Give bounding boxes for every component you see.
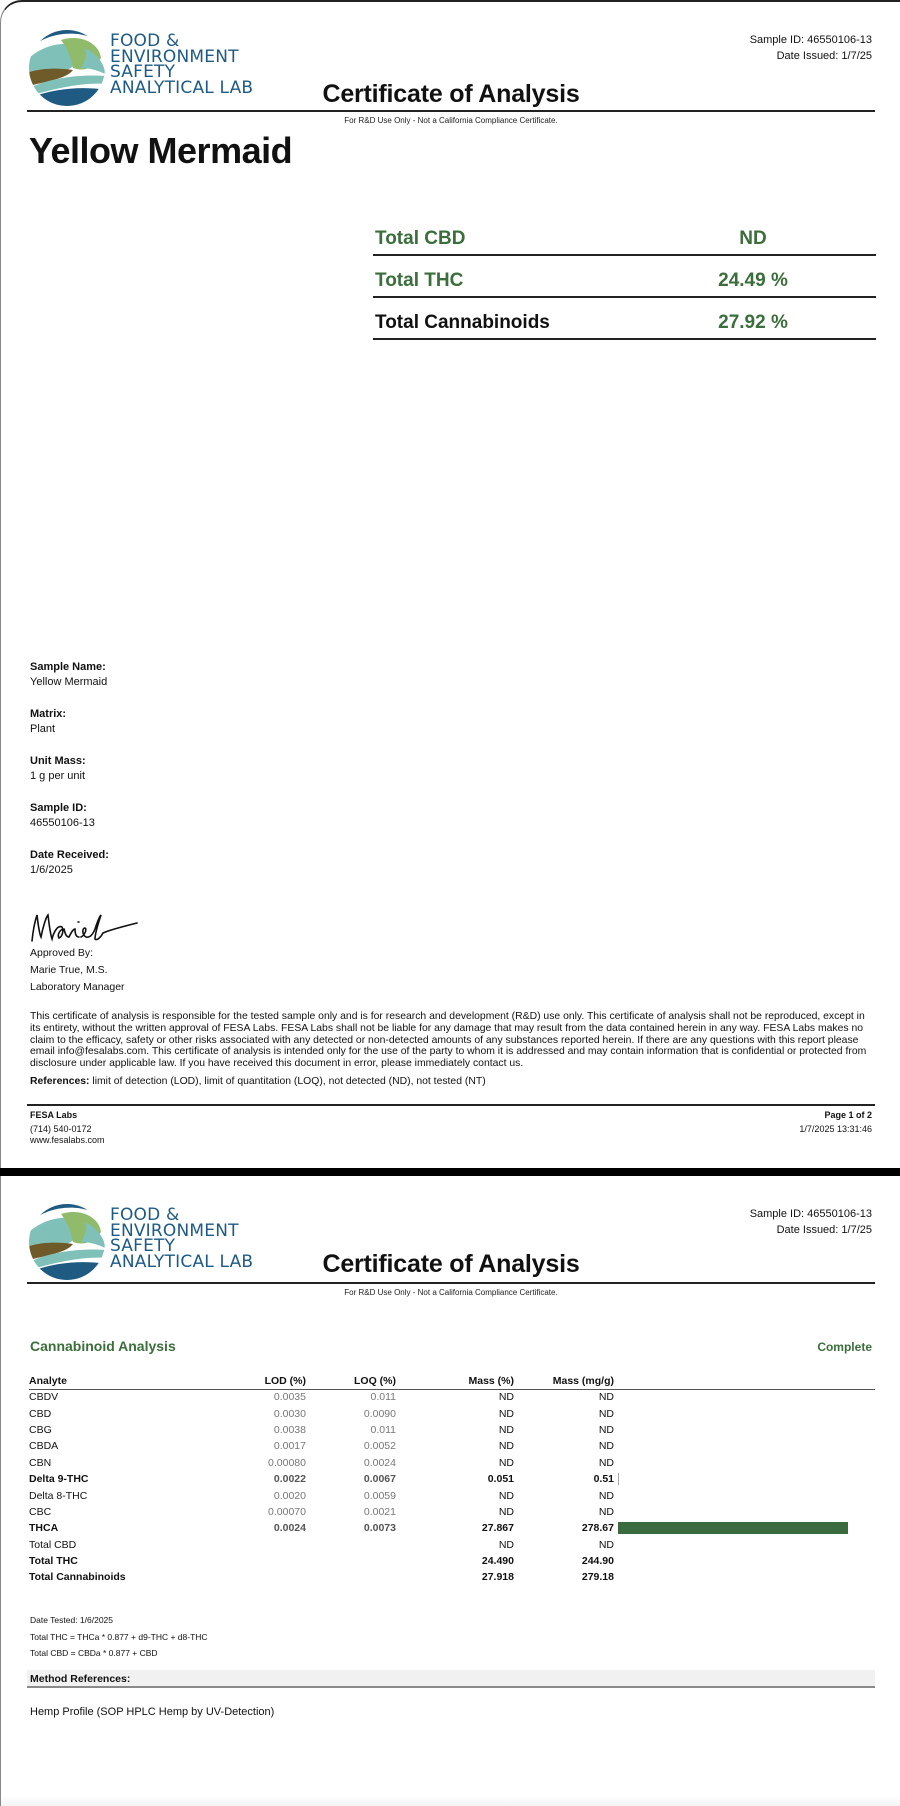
cell-lod: 0.0022	[273, 1473, 306, 1486]
cell-loq	[306, 1537, 396, 1553]
page-title: Certificate of Analysis	[322, 80, 580, 108]
cell-lod	[189, 1537, 306, 1553]
cell-loq: 0.0059	[363, 1489, 396, 1502]
cell-analyte: CBDV	[29, 1391, 59, 1404]
cell-mass-mg: ND	[598, 1538, 614, 1551]
cell-analyte: Total Cannabinoids	[29, 1571, 126, 1584]
cell-mass-pct: ND	[498, 1489, 514, 1502]
summary-label: Total THC	[375, 270, 464, 291]
cell-lod	[189, 1553, 306, 1569]
summary-label: Total CBD	[375, 228, 466, 249]
footer-phone: (714) 540-0172	[30, 1124, 92, 1134]
lab-name-line: ANALYTICAL LAB	[110, 1251, 254, 1272]
info-value: Yellow Mermaid	[30, 676, 108, 688]
info-value: 46550106-13	[30, 817, 95, 829]
table-row	[29, 1487, 875, 1503]
cell-bar	[614, 1422, 875, 1438]
lab-name-line: SAFETY	[110, 1236, 176, 1256]
mass-bar	[618, 1522, 848, 1534]
table-row	[29, 1455, 875, 1471]
cell-analyte: Total CBD	[29, 1538, 77, 1551]
lab-name-line: FOOD &	[110, 31, 180, 51]
col-mass-mg: Mass (mg/g)	[514, 1374, 614, 1389]
cell-mass-mg: 244.90	[581, 1555, 614, 1568]
table-body	[29, 1389, 875, 1586]
cell-lod: 0.00070	[268, 1505, 306, 1518]
cell-lod: 0.0020	[273, 1489, 306, 1502]
cell-lod: 0.0017	[273, 1440, 306, 1453]
table-row	[29, 1569, 875, 1585]
approver-name: Marie True, M.S.	[30, 964, 108, 976]
cell-mass-mg: ND	[598, 1407, 614, 1420]
page-subtitle: For R&D Use Only - Not a California Compliance Certificate.	[344, 116, 558, 125]
potency-summary	[373, 214, 876, 340]
table-row	[29, 1504, 875, 1520]
cell-lod	[189, 1569, 306, 1585]
summary-value: 24.49 %	[718, 270, 788, 291]
cell-mass-pct: ND	[498, 1440, 514, 1453]
cell-lod: 0.0035	[273, 1391, 306, 1404]
cell-bar	[614, 1553, 875, 1569]
table-row	[29, 1537, 875, 1553]
table-row	[29, 1520, 875, 1536]
cell-loq	[306, 1569, 396, 1585]
approval-block	[30, 945, 125, 996]
approver-title: Laboratory Manager	[30, 981, 125, 993]
cell-mass-pct: ND	[498, 1456, 514, 1469]
disclaimer-text: This certificate of analysis is responsible for the tested sample only and is for research and development (R&D) use only. This certificate of analysis shall not be reproduced, except in its entirety, without the written approval of FESA Labs. FESA Labs shall not be liable for any damage that may result from the data contained herein in any way. FESA Labs makes no claim to the efficacy, safety or other risks associated with any detected or non-detected amounts of any substances reported herein. If there are any questions with this report please email info@fesalabs.com. This certificate of analysis is intended only for the use of the party to whom it is addressed and may contain information that is confidential or protected from disclosure under applicable law. If you have received this document in error, please immediately contact us.	[30, 1011, 867, 1070]
cell-analyte: CBG	[29, 1423, 52, 1436]
cell-loq: 0.0021	[363, 1505, 396, 1518]
col-mass-pct: Mass (%)	[396, 1374, 514, 1389]
info-value: Plant	[30, 723, 56, 735]
cell-loq: 0.0052	[363, 1440, 396, 1453]
signature-icon	[29, 907, 139, 947]
page-separator	[0, 1168, 900, 1176]
date-issued: Date Issued: 1/7/25	[776, 50, 872, 62]
table-row	[29, 1438, 875, 1454]
col-bar	[614, 1374, 875, 1389]
header-divider	[27, 1282, 875, 1284]
info-sample-name	[30, 660, 109, 690]
cell-mass-pct: 27.918	[481, 1571, 514, 1584]
cell-analyte: THCA	[29, 1522, 59, 1535]
cell-lod: 0.0030	[273, 1407, 306, 1420]
product-name: Yellow Mermaid	[29, 130, 293, 171]
cell-loq	[306, 1553, 396, 1569]
footer-timestamp: 1/7/2025 13:31:46	[799, 1124, 872, 1134]
total-thc-formula: Total THC = THCa * 0.877 + d9-THC + d8-THC	[30, 1631, 208, 1642]
summary-row-total-thc	[373, 256, 876, 298]
sample-id: Sample ID: 46550106-13	[749, 34, 872, 46]
cell-mass-mg: 0.51	[593, 1473, 614, 1486]
cell-mass-mg: ND	[598, 1456, 614, 1469]
cell-loq: 0.0073	[363, 1522, 396, 1535]
cell-loq: 0.0024	[363, 1456, 396, 1469]
table-header-row	[29, 1374, 875, 1389]
col-lod: LOD (%)	[189, 1374, 306, 1389]
table-row	[29, 1422, 875, 1438]
col-loq: LOQ (%)	[306, 1374, 396, 1389]
method-reference: Hemp Profile (SOP HPLC Hemp by UV-Detection)	[30, 1706, 275, 1718]
table-row	[29, 1553, 875, 1569]
summary-row-total-cbd	[373, 214, 876, 256]
summary-row-total-cannabinoids	[373, 298, 876, 340]
footer-contact	[30, 1110, 105, 1146]
footer-divider	[27, 1104, 875, 1106]
info-label: Sample Name:	[30, 661, 106, 673]
info-label: Sample ID:	[30, 802, 87, 814]
footer-company: FESA Labs	[30, 1110, 78, 1120]
cell-bar	[614, 1455, 875, 1471]
lab-name-line: ANALYTICAL LAB	[110, 77, 254, 98]
info-label: Unit Mass:	[30, 755, 86, 767]
table-row	[29, 1471, 875, 1487]
cell-analyte: Delta 9-THC	[29, 1473, 89, 1486]
footer-page-info	[799, 1110, 872, 1135]
cell-mass-pct: ND	[498, 1391, 514, 1404]
cell-mass-mg: 278.67	[581, 1522, 614, 1535]
table-row	[29, 1405, 875, 1421]
info-label: Matrix:	[30, 708, 67, 720]
approved-by-label: Approved By:	[30, 947, 94, 959]
summary-label: Total Cannabinoids	[375, 312, 550, 333]
lab-name-line: SAFETY	[110, 62, 176, 82]
lab-name-line: ENVIRONMENT	[110, 1220, 239, 1241]
cell-loq: 0.0067	[363, 1473, 396, 1486]
cell-mass-pct: 0.051	[487, 1473, 514, 1486]
cell-loq: 0.011	[370, 1391, 396, 1404]
cell-mass-pct: ND	[498, 1505, 514, 1518]
sample-info	[30, 660, 109, 895]
cell-lod: 0.0038	[273, 1423, 306, 1436]
page-subtitle: For R&D Use Only - Not a California Compliance Certificate.	[344, 1288, 558, 1297]
summary-value: ND	[739, 228, 767, 249]
cell-mass-mg: ND	[598, 1440, 614, 1453]
col-analyte: Analyte	[29, 1374, 189, 1389]
cell-analyte: CBN	[29, 1456, 52, 1469]
page-bottom-edge	[1, 1796, 900, 1806]
references	[30, 1076, 486, 1087]
coa-page-2	[0, 1176, 900, 1806]
date-tested: Date Tested: 1/6/2025	[30, 1615, 114, 1625]
info-date-received	[30, 848, 109, 878]
references-label: References:	[30, 1076, 90, 1087]
info-label: Date Received:	[30, 849, 109, 861]
cell-loq: 0.011	[370, 1423, 396, 1436]
table-row	[29, 1389, 875, 1405]
cell-bar	[614, 1487, 875, 1503]
cell-lod: 0.0024	[273, 1522, 306, 1535]
cell-analyte: Delta 8-THC	[29, 1489, 88, 1502]
page-title: Certificate of Analysis	[322, 1250, 580, 1278]
cell-bar	[614, 1569, 875, 1585]
header-meta	[750, 32, 872, 64]
cell-bar	[614, 1389, 875, 1405]
cell-analyte: Total THC	[29, 1555, 78, 1568]
cannabinoid-table	[29, 1374, 875, 1586]
summary-value: 27.92 %	[718, 312, 788, 333]
cell-bar	[614, 1405, 875, 1421]
lab-name-line: FOOD &	[110, 1205, 180, 1225]
info-unit-mass	[30, 754, 109, 784]
method-references-header: Method References:	[27, 1670, 875, 1688]
status-badge: Complete	[817, 1340, 872, 1354]
cell-bar	[614, 1471, 875, 1487]
lab-name-line: ENVIRONMENT	[110, 46, 239, 67]
sample-id: Sample ID: 46550106-13	[749, 1208, 872, 1220]
date-issued: Date Issued: 1/7/25	[776, 1224, 872, 1236]
cell-mass-pct: ND	[498, 1538, 514, 1551]
page-number: Page 1 of 2	[824, 1110, 872, 1120]
header-meta	[750, 1206, 872, 1238]
cell-analyte: CBDA	[29, 1440, 59, 1453]
cell-mass-pct: 24.490	[481, 1555, 514, 1568]
header-divider	[27, 110, 875, 112]
cell-mass-pct: ND	[498, 1407, 514, 1420]
section-title: Cannabinoid Analysis	[30, 1338, 176, 1354]
info-sample-id	[30, 801, 109, 831]
info-matrix	[30, 707, 109, 737]
info-value: 1 g per unit	[30, 770, 86, 782]
cell-mass-mg: ND	[598, 1423, 614, 1436]
footer-website[interactable]: www.fesalabs.com	[30, 1135, 105, 1145]
cell-bar	[614, 1438, 875, 1454]
cell-mass-pct: ND	[498, 1423, 514, 1436]
cell-analyte: CBD	[29, 1407, 52, 1420]
cell-mass-mg: 279.18	[581, 1571, 614, 1584]
references-text: limit of detection (LOD), limit of quantitation (LOQ), not detected (ND), not tested (NT)	[89, 1076, 486, 1087]
cell-lod: 0.00080	[268, 1456, 306, 1469]
cell-mass-mg: ND	[598, 1391, 614, 1404]
info-value: 1/6/2025	[30, 864, 73, 876]
total-cbd-formula: Total CBD = CBDa * 0.877 + CBD	[30, 1648, 158, 1658]
cell-mass-pct: 27.867	[481, 1522, 514, 1535]
mass-bar	[618, 1473, 619, 1485]
cell-mass-mg: ND	[598, 1505, 614, 1518]
cell-analyte: CBC	[29, 1505, 52, 1518]
cell-bar	[614, 1504, 875, 1520]
cell-bar	[614, 1520, 875, 1536]
cell-bar	[614, 1537, 875, 1553]
calculation-notes	[30, 1612, 208, 1662]
cell-mass-mg: ND	[598, 1489, 614, 1502]
cell-loq: 0.0090	[363, 1407, 396, 1420]
